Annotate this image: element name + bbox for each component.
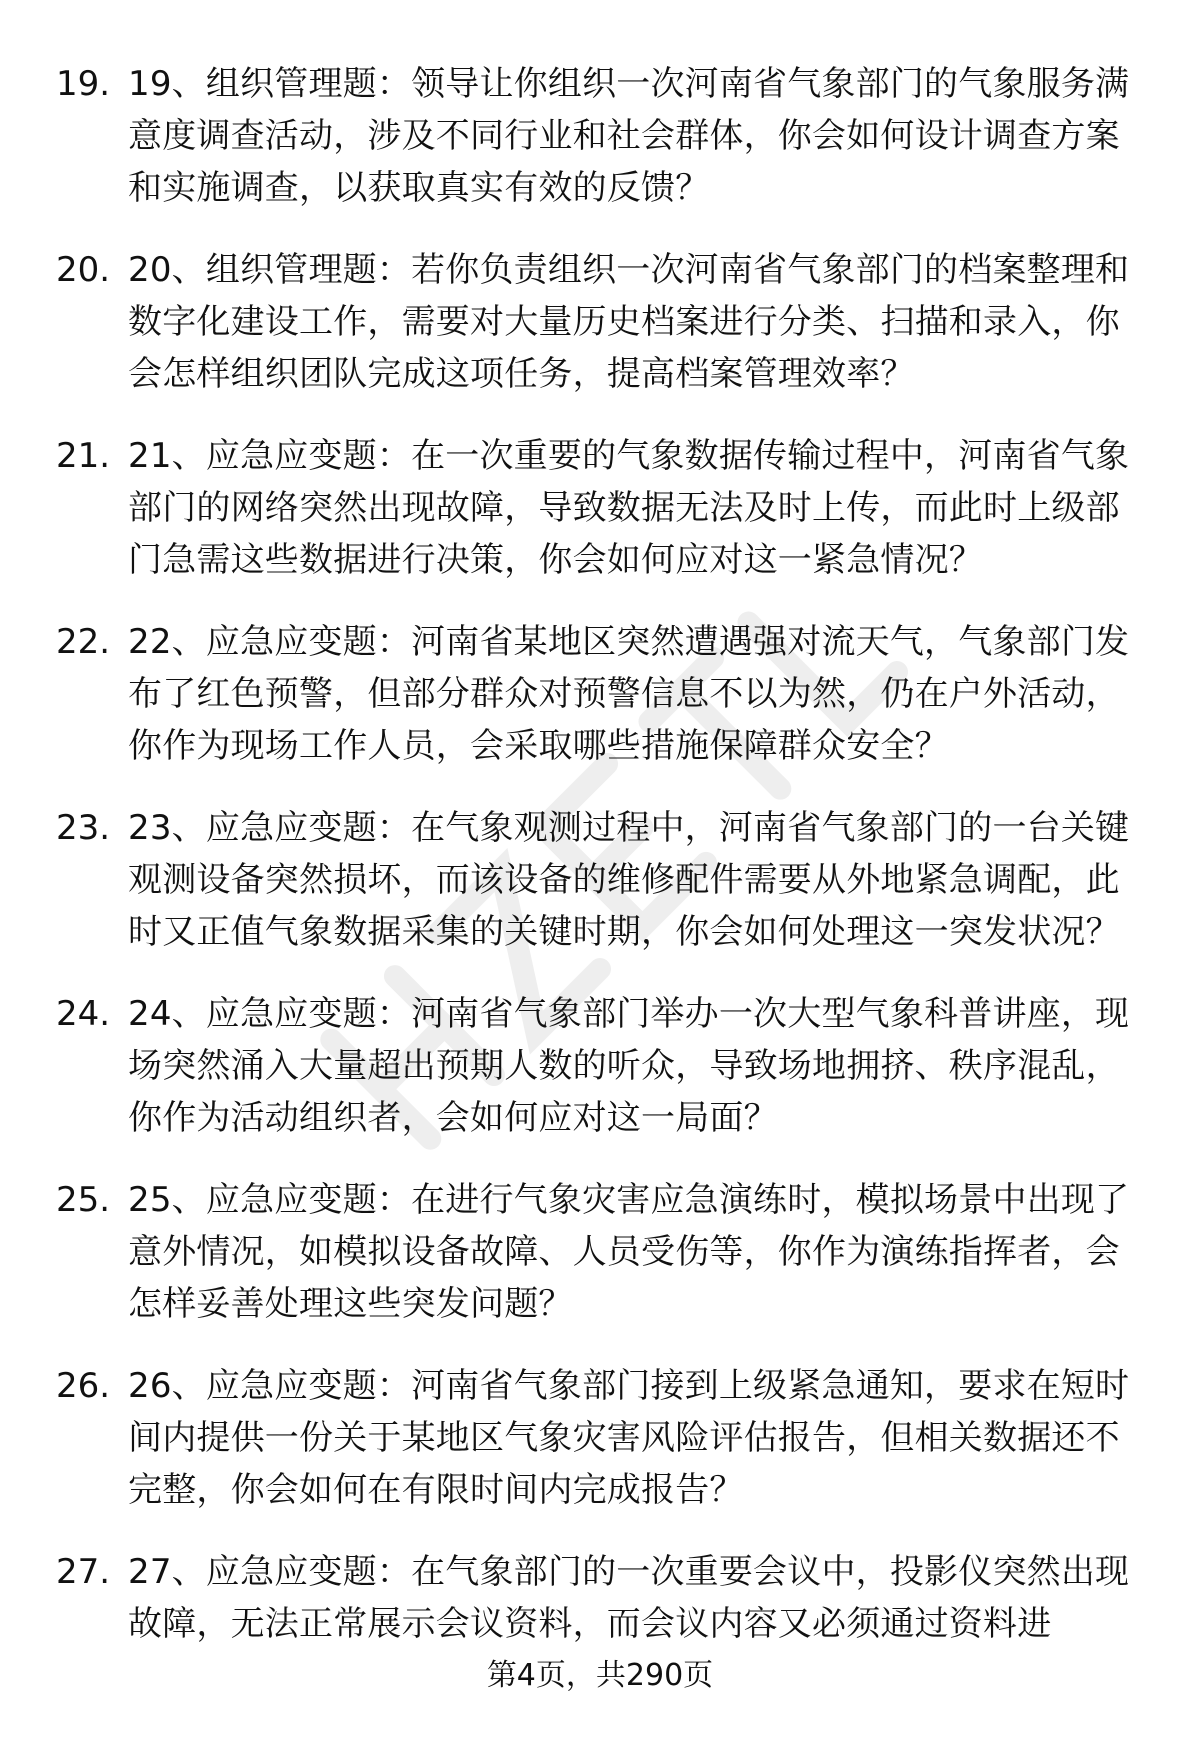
question-number: 23. (56, 808, 111, 848)
list-item (0, 616, 1200, 772)
list-item (0, 58, 1200, 214)
list-item (0, 1546, 1200, 1650)
question-text: 25、应急应变题：在进行气象灾害应急演练时，模拟场景中出现了意外情况，如模拟设备故障、人员受伤等，你作为演练指挥者，会怎样妥善处理这些突发问题？ (128, 1180, 1130, 1324)
list-item (0, 1174, 1200, 1330)
question-text: 26、应急应变题：河南省气象部门接到上级紧急通知，要求在短时间内提供一份关于某地区气象灾害风险评估报告，但相关数据还不完整，你会如何在有限时间内完成报告？ (128, 1366, 1130, 1510)
question-number: 25. (56, 1180, 111, 1220)
question-text: 21、应急应变题：在一次重要的气象数据传输过程中，河南省气象部门的网络突然出现故障，导致数据无法及时上传，而此时上级部门急需这些数据进行决策，你会如何应对这一紧急情况？ (128, 436, 1130, 580)
question-text: 23、应急应变题：在气象观测过程中，河南省气象部门的一台关键观测设备突然损坏，而该设备的维修配件需要从外地紧急调配，此时又正值气象数据采集的关键时期，你会如何处理这一突发状况？ (128, 808, 1130, 952)
list-item (0, 802, 1200, 958)
question-list (0, 58, 1200, 1680)
question-number: 20. (56, 250, 111, 290)
question-number: 21. (56, 436, 111, 476)
list-item (0, 430, 1200, 586)
question-text: 19、组织管理题：领导让你组织一次河南省气象部门的气象服务满意度调查活动，涉及不同行业和社会群体，你会如何设计调查方案和实施调查，以获取真实有效的反馈？ (128, 64, 1130, 208)
question-number: 26. (56, 1366, 111, 1406)
list-item (0, 1360, 1200, 1516)
question-number: 19. (56, 64, 111, 104)
question-number: 24. (56, 994, 111, 1034)
question-text: 22、应急应变题：河南省某地区突然遭遇强对流天气，气象部门发布了红色预警，但部分群众对预警信息不以为然，仍在户外活动，你作为现场工作人员，会采取哪些措施保障群众安全？ (128, 622, 1130, 766)
question-number: 22. (56, 622, 111, 662)
page-footer: 第4页，共290页 (486, 1658, 714, 1693)
question-text: 20、组织管理题：若你负责组织一次河南省气象部门的档案整理和数字化建设工作，需要对大量历史档案进行分类、扫描和录入，你会怎样组织团队完成这项任务，提高档案管理效率？ (128, 250, 1130, 394)
list-item (0, 988, 1200, 1144)
question-text: 27、应急应变题：在气象部门的一次重要会议中，投影仪突然出现故障，无法正常展示会议资料，而会议内容又必须通过资料进 (128, 1552, 1130, 1644)
list-item (0, 244, 1200, 400)
question-text: 24、应急应变题：河南省气象部门举办一次大型气象科普讲座，现场突然涌入大量超出预期人数的听众，导致场地拥挤、秩序混乱，你作为活动组织者，会如何应对这一局面？ (128, 994, 1130, 1138)
question-number: 27. (56, 1552, 111, 1592)
